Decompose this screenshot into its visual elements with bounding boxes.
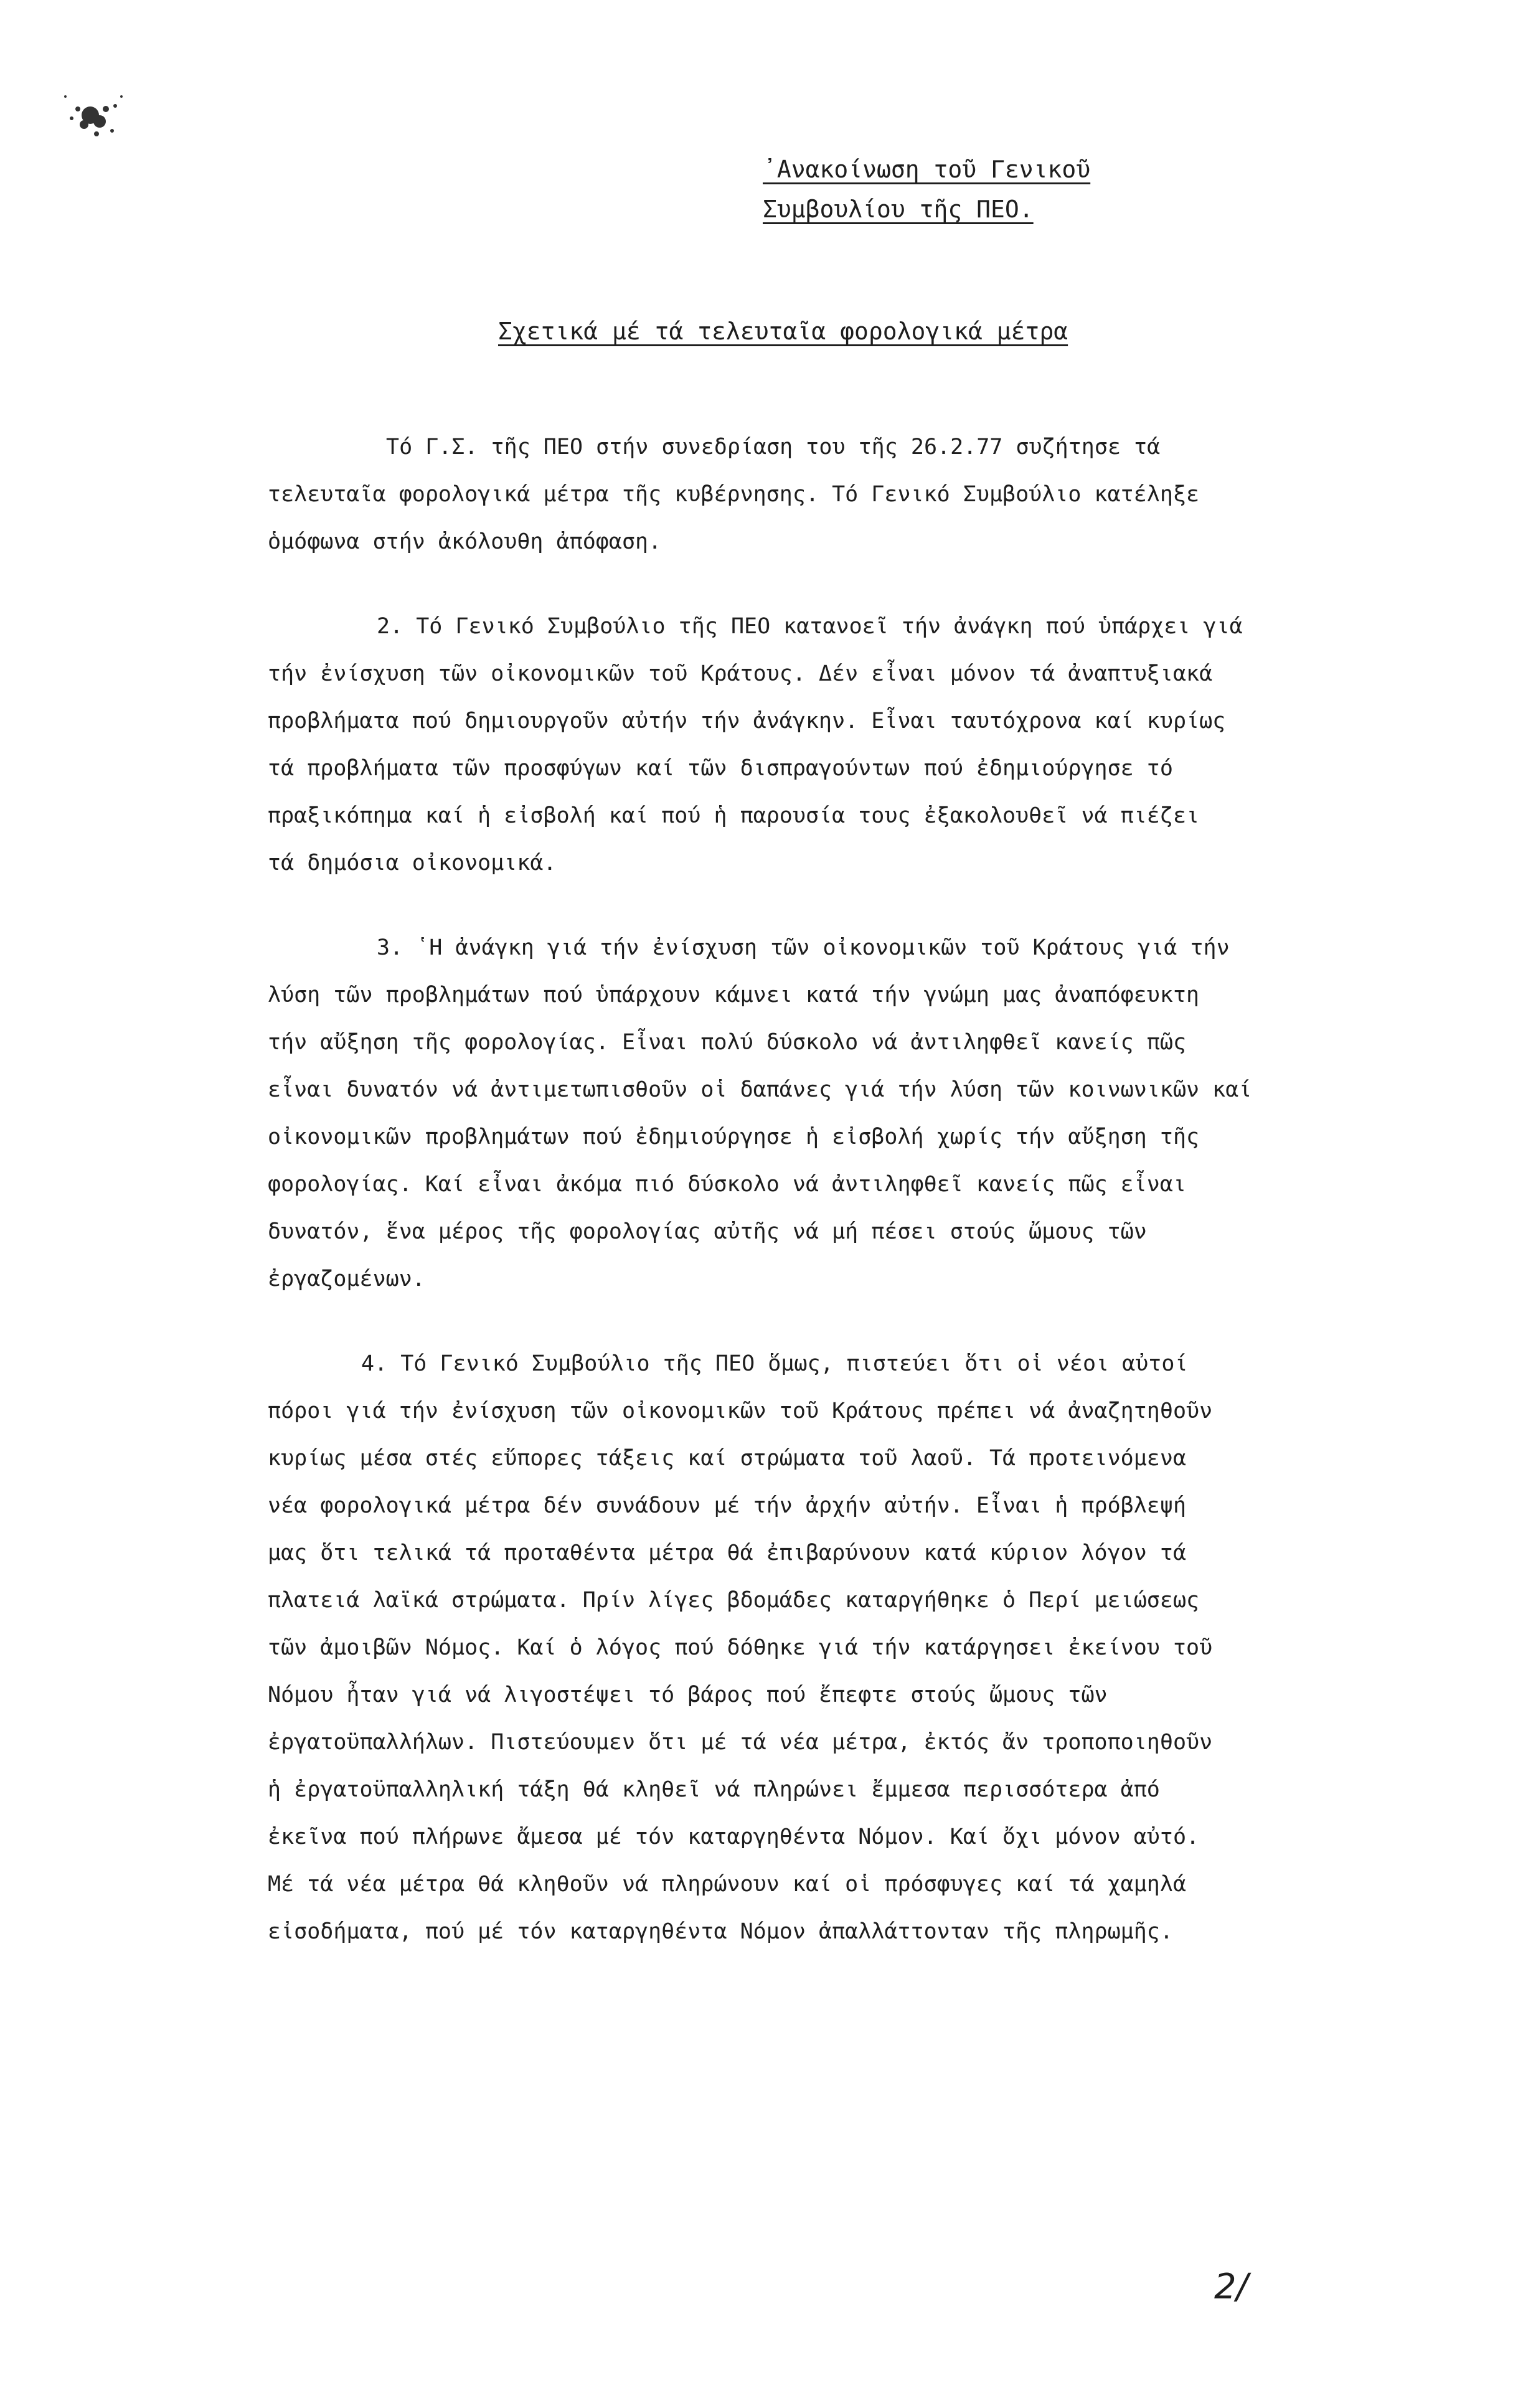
heading-line-1: ᾽Ανακοίνωση τοῦ Γενικοῦ [763, 156, 1091, 183]
text-line: φορολογίας. Καί εἶναι ἀκόμα πιό δύσκολο νά ἀντιληφθεῖ κανείς πῶς εἶναι [268, 1172, 1187, 1197]
text-line: 4. Τό Γενικό Συμβούλιο τῆς ΠΕΟ ὅμως, πιστεύει ὅτι οἱ νέοι αὐτοί [361, 1351, 1188, 1376]
paragraph-3 [268, 924, 1407, 1303]
text-line: τά δημόσια οἰκονομικά. [268, 851, 557, 876]
text-line: ἐκεῖνα πού πλήρωνε ἄμεσα μέ τόν καταργηθέντα Νόμον. Καί ὄχι μόνον αὐτό. [268, 1825, 1200, 1849]
text-line: Μέ τά νέα μέτρα θά κληθοῦν νά πληρώνουν καί οἱ πρόσφυγες καί τά χαμηλά [268, 1872, 1187, 1897]
text-line: τήν ἐνίσχυση τῶν οἰκονομικῶν τοῦ Κράτους. Δέν εἶναι μόνον τά ἀναπτυξιακά [268, 661, 1213, 686]
document-body [268, 423, 1407, 1955]
text-line: μας ὅτι τελικά τά προταθέντα μέτρα θά ἐπιβαρύνουν κατά κύριον λόγον τά [268, 1541, 1187, 1565]
text-line: δυνατόν, ἕνα μέρος τῆς φορολογίας αὐτῆς νά μή πέσει στούς ὤμους τῶν [268, 1219, 1147, 1244]
intro-paragraph [268, 423, 1407, 565]
announcement-heading [763, 149, 1090, 229]
text-line: νέα φορολογικά μέτρα δέν συνάδουν μέ τήν ἀρχήν αὐτήν. Εἶναι ἡ πρόβλεψή [268, 1493, 1187, 1518]
paragraph-4 [268, 1340, 1407, 1955]
ink-smudge [53, 72, 146, 165]
text-line: τήν αὔξηση τῆς φορολογίας. Εἶναι πολύ δύσκολο νά ἀντιληφθεῖ κανείς πῶς [268, 1030, 1187, 1055]
text-line: εἰσοδήματα, πού μέ τόν καταργηθέντα Νόμον ἀπαλλάττονταν τῆς πληρωμῆς. [268, 1919, 1173, 1944]
text-line: λύση τῶν προβλημάτων πού ὑπάρχουν κάμνει κατά τήν γνώμη μας ἀναπόφευκτη [268, 983, 1200, 1008]
text-line: ἡ ἐργατοϋπαλληλική τάξη θά κληθεῖ νά πληρώνει ἔμμεσα περισσότερα ἀπό [268, 1777, 1160, 1802]
text-line: ὁμόφωνα στήν ἀκόλουθη ἀπόφαση. [268, 529, 662, 554]
text-line: κυρίως μέσα στές εὔπορες τάξεις καί στρώματα τοῦ λαοῦ. Τά προτεινόμενα [268, 1446, 1187, 1471]
text-line: προβλήματα πού δημιουργοῦν αὐτήν τήν ἀνάγκην. Εἶναι ταυτόχρονα καί κυρίως [268, 709, 1226, 734]
paragraph-2 [268, 603, 1407, 887]
text-line: 2. Τό Γενικό Συμβούλιο τῆς ΠΕΟ κατανοεῖ τήν ἀνάγκη πού ὑπάρχει γιά [377, 614, 1243, 639]
text-line: πραξικόπημα καί ἡ εἰσβολή καί πού ἡ παρουσία τους ἐξακολουθεῖ νά πιέζει [268, 803, 1200, 828]
text-line: Νόμου ἦταν γιά νά λιγοστέψει τό βάρος πού ἔπεφτε στούς ὤμους τῶν [268, 1683, 1108, 1707]
text-line: πόροι γιά τήν ἐνίσχυση τῶν οἰκονομικῶν τοῦ Κράτους πρέπει νά ἀναζητηθοῦν [268, 1399, 1213, 1424]
subject-line: Σχετικά μέ τά τελευταῖα φορολογικά μέτρα [498, 318, 1068, 345]
text-line: τελευταῖα φορολογικά μέτρα τῆς κυβέρνησης. Τό Γενικό Συμβούλιο κατέληξε [268, 482, 1200, 507]
text-line: ἐργαζομένων. [268, 1267, 425, 1291]
text-line: τά προβλήματα τῶν προσφύγων καί τῶν δισπραγούντων πού ἐδημιούργησε τό [268, 756, 1173, 781]
text-line: ἐργατοϋπαλλήλων. Πιστεύουμεν ὅτι μέ τά νέα μέτρα, ἐκτός ἄν τροποποιηθοῦν [268, 1730, 1213, 1755]
page-number: 2/ [1214, 2267, 1248, 2307]
heading-line-2: Συμβουλίου τῆς ΠΕΟ. [763, 196, 1034, 223]
text-line: τῶν ἀμοιβῶν Νόμος. Καί ὁ λόγος πού δόθηκε γιά τήν κατάργησει ἐκείνου τοῦ [268, 1635, 1213, 1660]
text-line: οἰκονομικῶν προβλημάτων πού ἐδημιούργησε ἡ εἰσβολή χωρίς τήν αὔξηση τῆς [268, 1125, 1200, 1150]
text-line: εἶναι δυνατόν νά ἀντιμετωπισθοῦν οἱ δαπάνες γιά τήν λύση τῶν κοινωνικῶν καί [268, 1077, 1252, 1102]
text-line: πλατειά λαϊκά στρώματα. Πρίν λίγες βδομάδες καταργήθηκε ὁ Περί μειώσεως [268, 1588, 1200, 1613]
text-line: Τό Γ.Σ. τῆς ΠΕΟ στήν συνεδρίαση του τῆς 26.2.77 συζήτησε τά [386, 435, 1161, 460]
text-line: 3. ῾Η ἀνάγκη γιά τήν ἐνίσχυση τῶν οἰκονομικῶν τοῦ Κράτους γιά τήν [377, 935, 1230, 960]
